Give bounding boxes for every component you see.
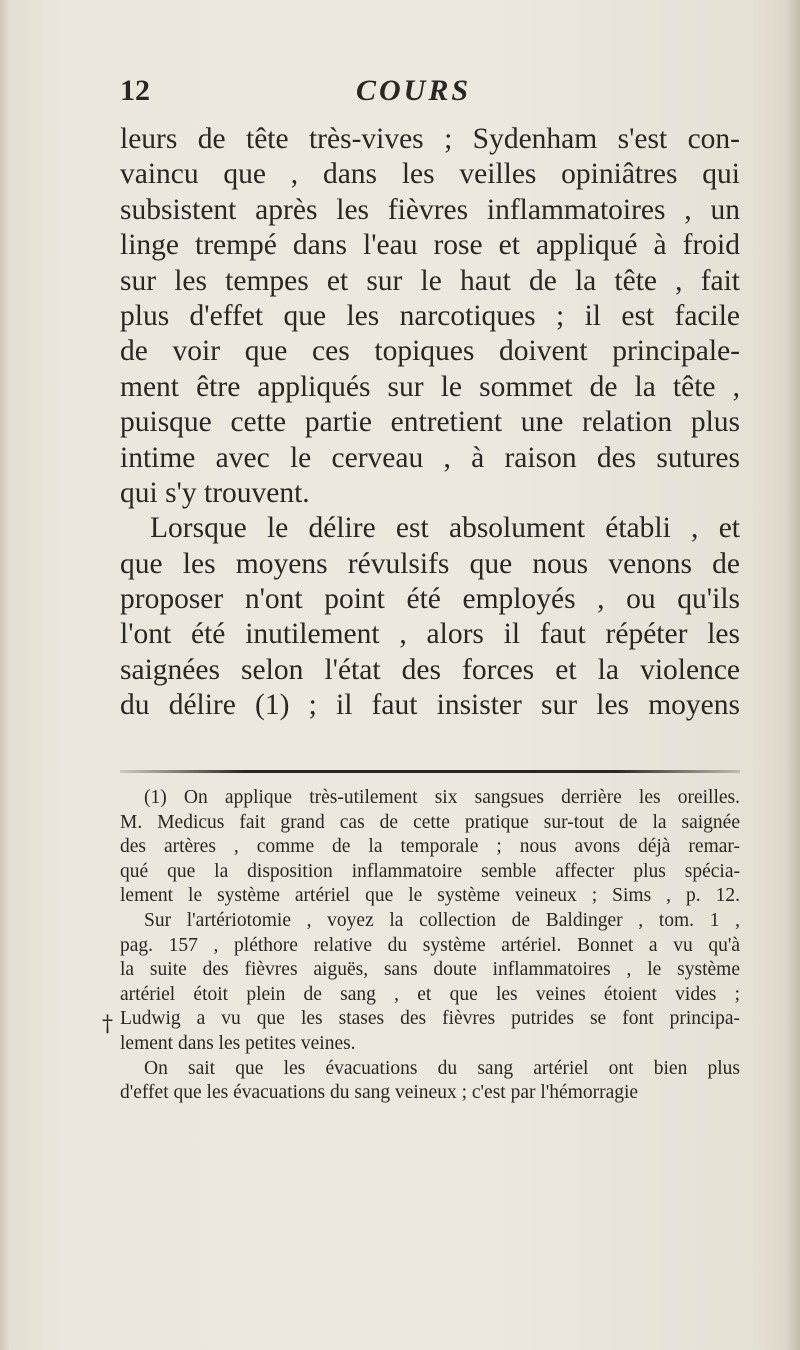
footnote-line: pag. 157 , pléthore relative du système artériel. Bonnet a vu qu'à bbox=[120, 934, 740, 956]
margin-dagger-mark: † bbox=[102, 1012, 113, 1037]
paragraph-start-line: Lorsque le délire est absolument établi , et bbox=[150, 512, 740, 545]
body-line: proposer n'ont point été employés , ou qu'ils bbox=[120, 583, 740, 616]
page-header bbox=[120, 74, 740, 114]
footnote-line: (1) On applique très-utilement six sangsues derrière les oreilles. bbox=[144, 787, 740, 808]
body-text bbox=[120, 122, 740, 724]
footnote-line: des artères , comme de la temporale ; nous avons déjà remar- bbox=[120, 836, 740, 858]
page-gutter-shadow bbox=[0, 0, 10, 1350]
footnote-line: artériel étoit plein de sang , et que les veines étoient vides ; bbox=[120, 983, 740, 1005]
body-line: linge trempé dans l'eau rose et appliqué à froid bbox=[120, 229, 740, 262]
body-line: subsistent après les fièvres inflammatoires , un bbox=[120, 193, 740, 226]
body-line: saignées selon l'état des forces et la violence bbox=[120, 653, 740, 686]
body-line: du délire (1) ; il faut insister sur les moyens bbox=[120, 689, 740, 722]
body-line: vaincu que , dans les veilles opiniâtres qui bbox=[120, 158, 740, 191]
body-line: qui s'y trouvent. bbox=[120, 476, 310, 509]
footnote-line: la suite des fièvres aiguës, sans doute inflammatoires , le système bbox=[120, 959, 740, 981]
footnote-line: qué que la disposition inflammatoire semble affecter plus spécia- bbox=[120, 860, 740, 882]
footnote-line: On sait que les évacuations du sang artériel ont bien plus bbox=[144, 1057, 740, 1079]
footnote-line: lement le système artériel que le système veineux ; Sims , p. 12. bbox=[120, 885, 740, 907]
body-line: leurs de tête très-vives ; Sydenham s'est con- bbox=[120, 123, 740, 155]
footnote-line: Sur l'artériotomie , voyez la collection de Baldinger , tom. 1 , bbox=[144, 909, 740, 931]
footnote-line: Ludwig a vu que les stases des fièvres putrides se font principa- bbox=[120, 1008, 740, 1030]
footnote bbox=[120, 786, 740, 1106]
page-edge-shadow bbox=[786, 0, 800, 1350]
footnote-separator-rule bbox=[120, 770, 740, 773]
footnote-line: M. Medicus fait grand cas de cette pratique sur-tout de la saignée bbox=[120, 811, 740, 833]
body-line: intime avec le cerveau , à raison des sutures bbox=[120, 441, 740, 474]
body-line: que les moyens révulsifs que nous venons de bbox=[120, 547, 740, 580]
body-line: de voir que ces topiques doivent principale- bbox=[120, 335, 740, 368]
body-line: plus d'effet que les narcotiques ; il est facile bbox=[120, 299, 740, 332]
footnote-line: lement dans les petites veines. bbox=[120, 1032, 356, 1054]
running-head: COURS bbox=[356, 74, 472, 107]
body-line: puisque cette partie entretient une relation plus bbox=[120, 406, 740, 439]
body-line: l'ont été inutilement , alors il faut répéter les bbox=[120, 618, 740, 651]
page-number: 12 bbox=[120, 74, 150, 107]
footnote-line: d'effet que les évacuations du sang veineux ; c'est par l'hémorragie bbox=[120, 1082, 639, 1104]
body-line: ment être appliqués sur le sommet de la tête , bbox=[120, 370, 740, 403]
body-line: sur les tempes et sur le haut de la tête , fait bbox=[120, 264, 740, 297]
